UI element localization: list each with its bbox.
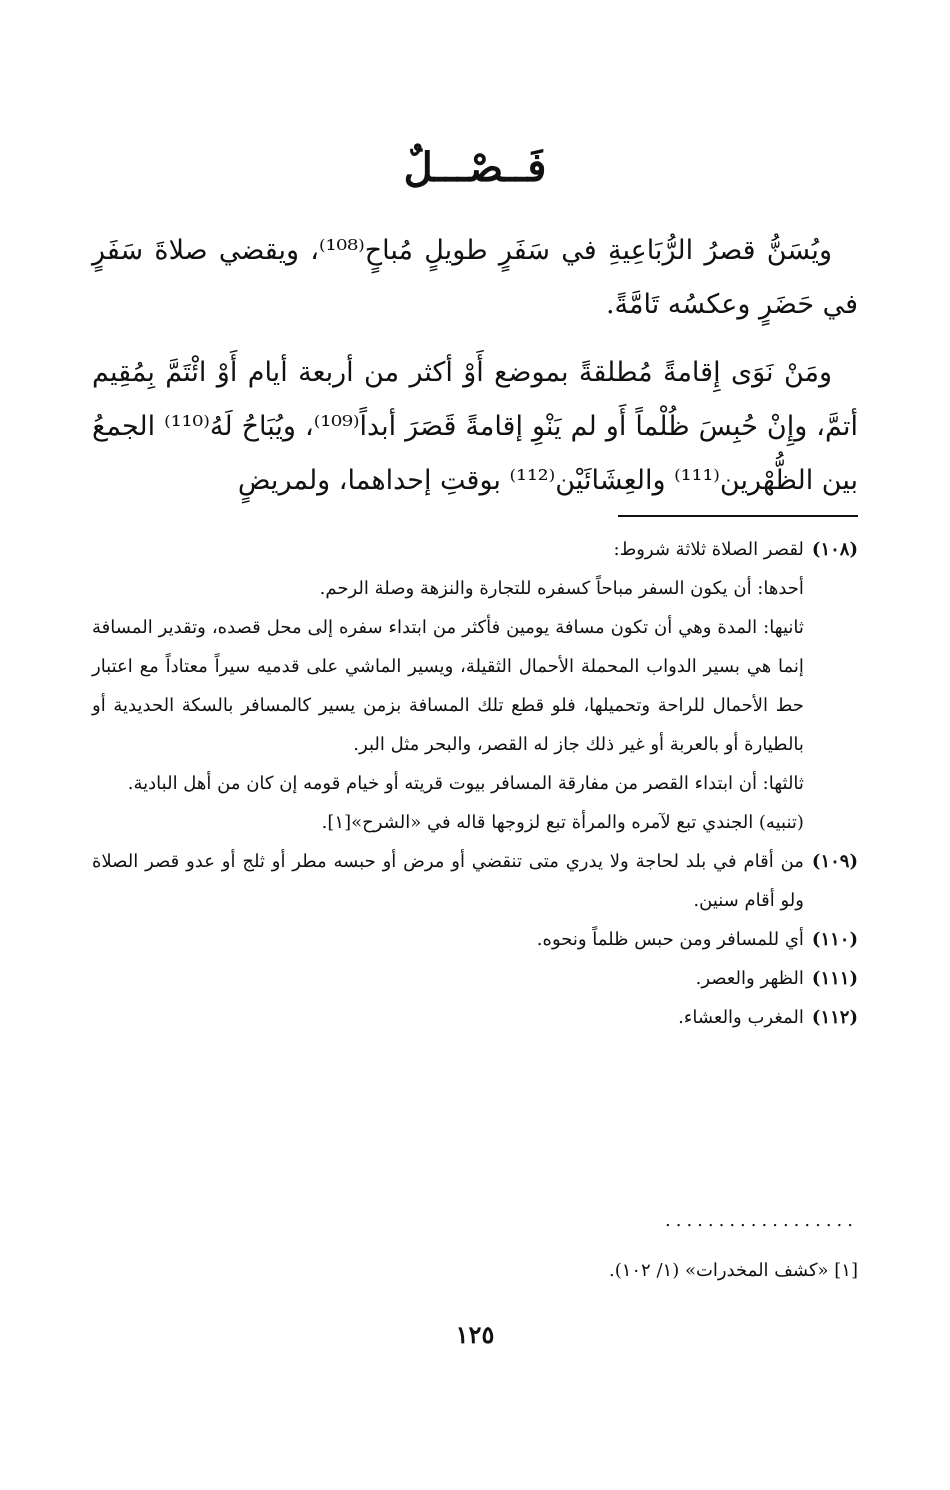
section-title: فَــصْـــلٌ	[403, 144, 547, 191]
footnotes	[92, 530, 858, 1037]
footnote-line: الظهر والعصر.	[695, 968, 804, 989]
footnote-number: (١١٠)	[811, 929, 858, 950]
footnote-number: (١١١)	[811, 968, 858, 989]
footnote-109	[92, 842, 858, 920]
footnote-line: أي للمسافر ومن حبس ظلماً ونحوه.	[536, 929, 804, 950]
page-number: ١٢٥	[455, 1320, 495, 1349]
footnote-body	[92, 959, 804, 998]
footnote-line: من أقام في بلد لحاجة ولا يدري متى تنقضي أو مرض أو حبسه مطر أو ثلج أو عدو قصر الصلاة ولو أقام سنين.	[92, 851, 804, 911]
footnote-line: ثانيها: المدة وهي أن تكون مسافة يومين فأكثر من ابتداء سفره إلى محل قصده، وتقدير المسافة إنما هي بسير الدواب المحملة الأحمال الثقيلة، ويسير الماشي على قدميه سيراً معتاداً مع اعتبار حط الأحمال للراحة وتحميلها، فلو قطع تلك المسافة بزمن يسير كالمسافر بالسكة الحديدية أو بالطيارة أو بالعربة أو غير ذلك جاز له القصر، والبحر مثل البر.	[92, 617, 804, 755]
footnote-111	[92, 959, 858, 998]
main-paragraph-1: ويُسَنُّ قصرُ الرُّبَاعِيةِ في سَفَرٍ طويلٍ مُباحٍ⁽¹⁰⁸⁾، ويقضي صلاةَ سَفَرٍ في حَضَرٍ وعكسُه تَامَّةً.	[92, 235, 858, 320]
main-paragraph-2: ومَنْ نَوَى إِقامةً مُطلقةً بموضع أَوْ أكثر من أربعة أيام أَوْ ائْتَمَّ بِمُقِيم أتمَّ، وإِنْ حُبِسَ ظُلْماً أَو لم يَنْوِ إقامةً قَصَرَ أبداً⁽¹⁰⁹⁾، ويُبَاحُ لَهُ⁽¹¹⁰⁾ الجمعُ بين الظُّهْرين⁽¹¹¹⁾ والعِشَائَيْن⁽¹¹²⁾ بوقتِ إحداهما، ولمريضٍ	[92, 357, 858, 496]
footnote-110	[92, 920, 858, 959]
footnote-body	[92, 530, 804, 842]
footnote-body	[92, 842, 804, 920]
footnote-number: (١٠٨)	[811, 539, 858, 560]
footnote-body	[92, 920, 804, 959]
footnote-line: (تنبيه) الجندي تبع لآمره والمرأة تبع لزوجها قاله في «الشرح»[١].	[321, 812, 804, 833]
footnote-line: ثالثها: أن ابتداء القصر من مفارقة المسافر بيوت قريته أو خيام قومه إن كان من أهل البادية.	[127, 773, 804, 794]
footnote-number: (١١٢)	[811, 1007, 858, 1028]
main-text	[92, 210, 858, 508]
footnote-108	[92, 530, 858, 842]
footnote-line: لقصر الصلاة ثلاثة شروط:	[613, 539, 804, 560]
footnote-line: المغرب والعشاء.	[678, 1007, 804, 1028]
footnote-number: (١٠٩)	[811, 851, 858, 872]
footnote-body	[92, 998, 804, 1037]
footnote-line: أحدها: أن يكون السفر مباحاً كسفره للتجارة والنزهة وصلة الرحم.	[319, 578, 804, 599]
editor-note: [١] «كشف المخدرات» (١/ ١٠٢).	[608, 1260, 858, 1281]
editor-note-separator: ..................	[665, 1210, 858, 1231]
footnote-112	[92, 998, 858, 1037]
footnote-separator-line	[618, 515, 858, 517]
